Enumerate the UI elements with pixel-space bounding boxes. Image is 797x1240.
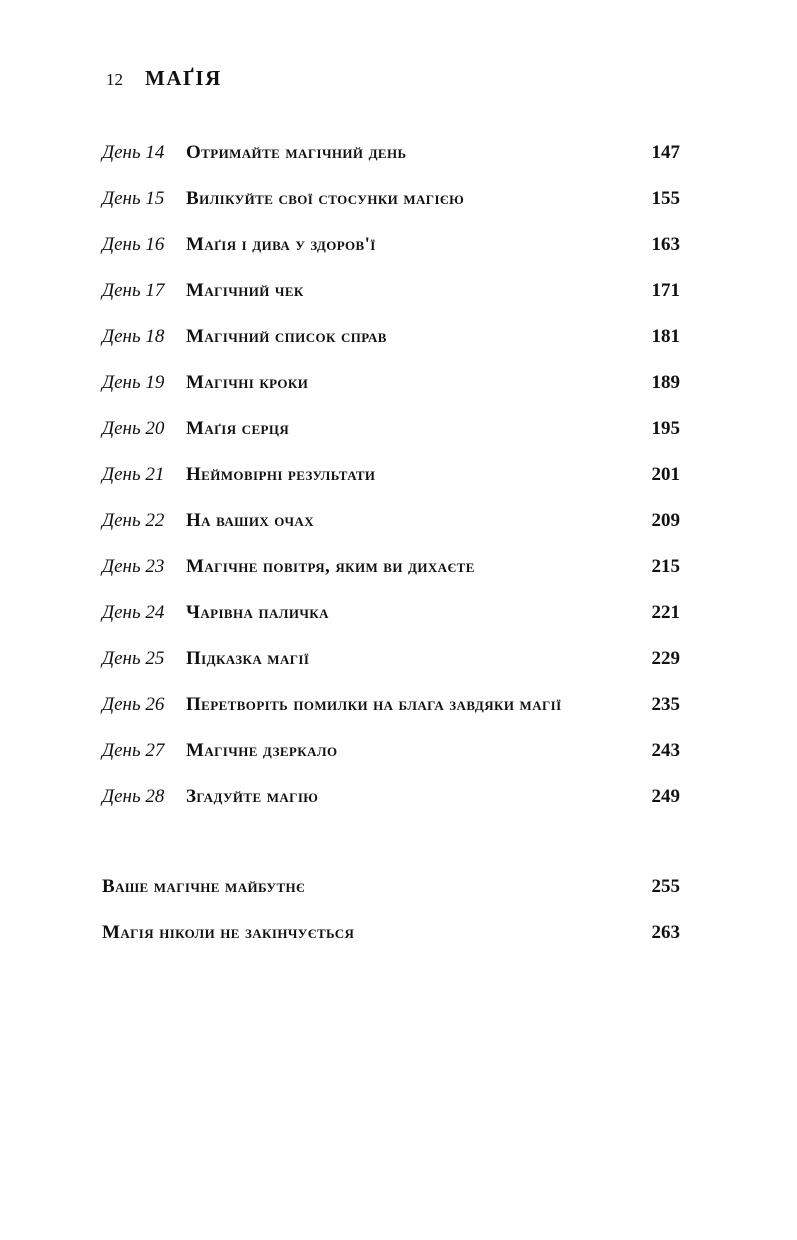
toc-entry	[102, 142, 682, 188]
toc-page-number: 171	[651, 280, 680, 301]
toc-entry	[102, 188, 682, 234]
toc-day-label: День 27	[102, 740, 165, 761]
toc-chapter-title: Маґія серця	[186, 418, 290, 439]
toc-entry	[102, 922, 682, 968]
toc-entry	[102, 694, 682, 740]
table-of-contents-extra	[102, 876, 682, 968]
toc-day-label: День 16	[102, 234, 165, 255]
toc-page-number: 195	[651, 418, 680, 439]
toc-chapter-title: Магічне дзеркало	[186, 740, 338, 761]
toc-chapter-title: Магічні кроки	[186, 372, 309, 393]
toc-entry	[102, 786, 682, 832]
table-of-contents	[102, 142, 682, 832]
toc-chapter-title: Магічний чек	[186, 280, 304, 301]
toc-chapter-title: Перетворіть помилки на блага завдяки магії	[186, 694, 562, 715]
running-title: МАҐІЯ	[145, 66, 222, 90]
toc-entry	[102, 876, 682, 922]
toc-page-number: 255	[651, 876, 680, 897]
toc-entry	[102, 510, 682, 556]
toc-day-label: День 26	[102, 694, 165, 715]
toc-page-number: 147	[651, 142, 680, 163]
toc-chapter-title: Вилікуйте свої стосунки магією	[186, 188, 465, 209]
toc-entry	[102, 326, 682, 372]
toc-chapter-title: Згадуйте магію	[186, 786, 319, 807]
toc-page-number: 249	[651, 786, 680, 807]
toc-chapter-title: Неймовірні результати	[186, 464, 376, 485]
toc-chapter-title: На ваших очах	[186, 510, 314, 531]
toc-day-label: День 21	[102, 464, 165, 485]
toc-day-label: День 20	[102, 418, 165, 439]
toc-page-number: 201	[651, 464, 680, 485]
toc-page-number: 189	[651, 372, 680, 393]
toc-day-label: День 24	[102, 602, 165, 623]
page-header	[106, 66, 222, 90]
toc-chapter-title: Магічне повітря, яким ви дихаєте	[186, 556, 475, 577]
toc-page-number: 229	[651, 648, 680, 669]
toc-section-title: Ваше магічне майбутнє	[102, 876, 306, 897]
toc-entry	[102, 280, 682, 326]
toc-entry	[102, 372, 682, 418]
toc-day-label: День 15	[102, 188, 165, 209]
toc-entry	[102, 234, 682, 280]
toc-chapter-title: Чарівна паличка	[186, 602, 329, 623]
toc-page-number: 215	[651, 556, 680, 577]
toc-page-number: 181	[651, 326, 680, 347]
toc-day-label: День 25	[102, 648, 165, 669]
toc-chapter-title: Отримайте магічний день	[186, 142, 407, 163]
toc-day-label: День 28	[102, 786, 165, 807]
toc-chapter-title: Маґія і дива у здоров'ї	[186, 234, 376, 255]
toc-chapter-title: Підказка магії	[186, 648, 310, 669]
toc-day-label: День 19	[102, 372, 165, 393]
toc-entry	[102, 648, 682, 694]
toc-page-number: 209	[651, 510, 680, 531]
toc-section-title: Магія ніколи не закінчується	[102, 922, 355, 943]
toc-entry	[102, 602, 682, 648]
toc-entry	[102, 740, 682, 786]
toc-day-label: День 14	[102, 142, 165, 163]
toc-page-number: 263	[651, 922, 680, 943]
toc-chapter-title: Магічний список справ	[186, 326, 387, 347]
toc-day-label: День 22	[102, 510, 165, 531]
toc-entry	[102, 464, 682, 510]
toc-day-label: День 17	[102, 280, 165, 301]
toc-page-number: 155	[651, 188, 680, 209]
toc-page-number: 221	[651, 602, 680, 623]
toc-day-label: День 18	[102, 326, 165, 347]
toc-entry	[102, 418, 682, 464]
toc-day-label: День 23	[102, 556, 165, 577]
toc-page-number: 235	[651, 694, 680, 715]
toc-page-number: 163	[651, 234, 680, 255]
toc-entry	[102, 556, 682, 602]
toc-page-number: 243	[651, 740, 680, 761]
page-number: 12	[106, 70, 123, 89]
